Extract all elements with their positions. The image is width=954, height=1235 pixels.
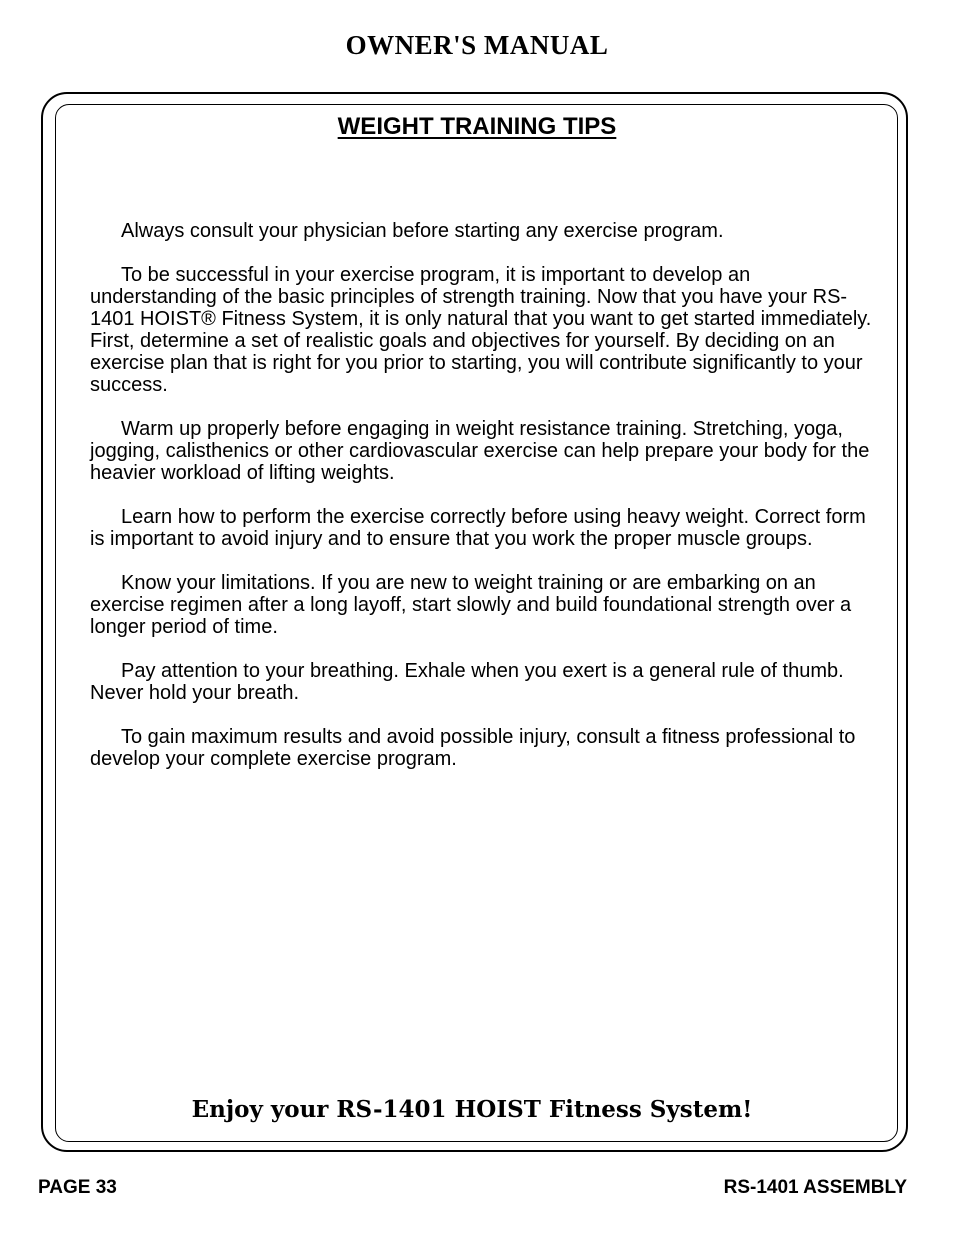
closing-message: Enjoy your RS-1401 HOIST Fitness System! [191, 1096, 753, 1123]
document-label: RS-1401 ASSEMBLY [723, 1177, 907, 1198]
tip-paragraph: Know your limitations. If you are new to weight training or are embarking on an exercise regimen after a long layoff, start slowly and build foundational strength over a longer period of time. [90, 572, 852, 638]
page-number: PAGE 33 [38, 1177, 117, 1198]
tip-paragraph: Learn how to perform the exercise correctly before using heavy weight. Correct form is important to avoid injury and to ensure that you work the proper muscle groups. [90, 506, 866, 550]
tip-paragraph: Warm up properly before engaging in weight resistance training. Stretching, yoga, jogging, calisthenics or other cardiovascular exercise can help prepare your body for the heavier workload of lifting weights. [90, 418, 870, 484]
tip-paragraph: To be successful in your exercise program, it is important to develop an understanding of the basic principles of strength training. Now that you have your RS-1401 HOIST® Fitness System, it is only natural that you want to get started immediately. First, determine a set of realistic goals and objectives for yourself. By deciding on an exercise plan that is right for you prior to starting, you will contribute significantly to your success. [90, 264, 872, 396]
tip-paragraph: Pay attention to your breathing. Exhale when you exert is a general rule of thumb. Never hold your breath. [90, 660, 844, 704]
tip-paragraph: To gain maximum results and avoid possible injury, consult a fitness professional to develop your complete exercise program. [90, 726, 856, 770]
tips-body [90, 220, 880, 792]
page-header-title: OWNER'S MANUAL [345, 30, 609, 60]
section-title: WEIGHT TRAINING TIPS [337, 113, 617, 140]
tip-paragraph: Always consult your physician before starting any exercise program. [121, 220, 724, 242]
